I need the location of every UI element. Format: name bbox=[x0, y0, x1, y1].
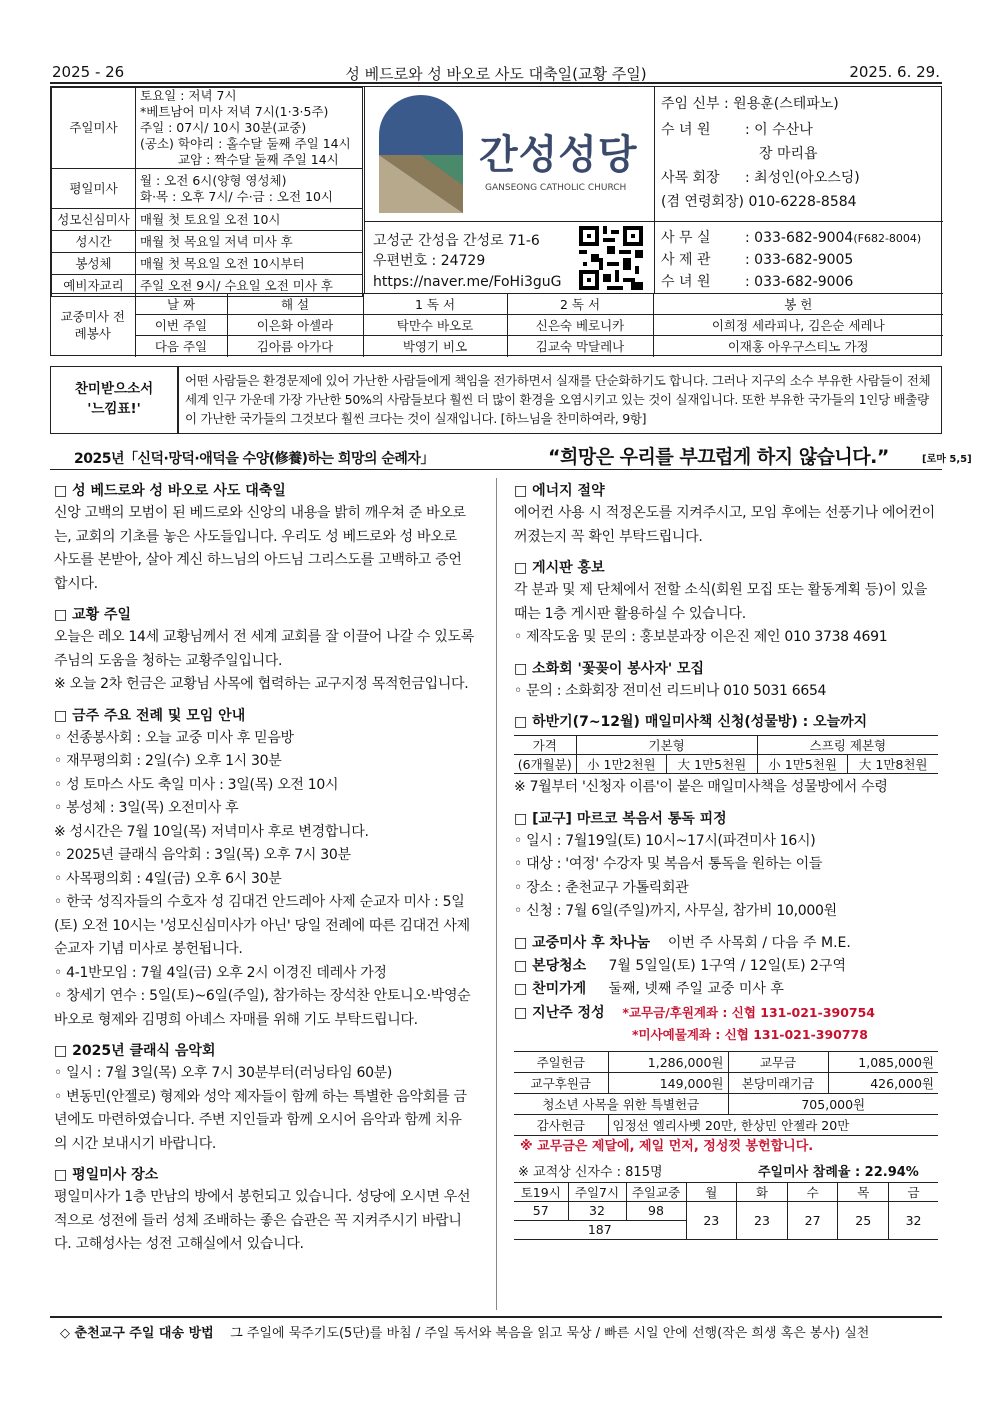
att-cell: 25 bbox=[838, 1201, 889, 1239]
section-title: □ 교황 주일 bbox=[54, 607, 132, 623]
schedule-value: 매월 첫 목요일 저녁 미사 후 bbox=[136, 231, 363, 253]
section-text: 각 분과 및 제 단체에서 전할 소식(회원 모집 또는 활동계획 등)이 있을 때는 1층 게시판 활용하실 수 있습니다. bbox=[514, 582, 928, 622]
liturgy-cell: 김교숙 막달레나 bbox=[507, 336, 653, 357]
mass-line: 교암 : 짝수달 둘째 주일 14시 bbox=[178, 152, 339, 167]
liturgy-cell: 이은화 아셀라 bbox=[227, 315, 363, 336]
praise-text: 둘째, 넷째 주일 교중 미사 후 bbox=[608, 980, 784, 997]
phone-role: 사 무 실 bbox=[661, 230, 711, 246]
price-cell: 大 1만5천원 bbox=[667, 755, 758, 774]
top-header bbox=[50, 62, 942, 84]
staff-row bbox=[661, 119, 813, 139]
church-name-english: GANSEONG CATHOLIC CHURCH bbox=[485, 183, 627, 193]
offering-title: □ 지난주 정성 bbox=[514, 1004, 605, 1021]
att-cell: 32 bbox=[889, 1201, 938, 1239]
list-item: ◦ 재무평의회 : 2일(수) 오후 1시 30분 bbox=[54, 753, 282, 769]
att-cell: 23 bbox=[686, 1201, 737, 1239]
schedule-label: 성모신심미사 bbox=[52, 209, 136, 231]
att-cell: 57 bbox=[514, 1201, 568, 1220]
sunday-mass-label: 주일미사 bbox=[52, 88, 136, 169]
list-item: ◦ 선종봉사회 : 오늘 교중 미사 후 믿음방 bbox=[54, 729, 294, 746]
offer-value: 426,000원 bbox=[828, 1072, 938, 1093]
footer bbox=[50, 1316, 942, 1340]
account-dues: *교무금/후원계좌 : 신협 131-021-390754 bbox=[622, 1004, 875, 1020]
section-title: □ 하반기(7~12월) 매일미사책 신청(성물방) : 오늘까지 bbox=[514, 714, 868, 730]
liturgy-header: 1 독 서 bbox=[363, 294, 507, 315]
offer-label: 교구후원금 bbox=[514, 1072, 608, 1093]
mass-schedule-table bbox=[51, 87, 363, 297]
liturgy-header: 날 짜 bbox=[135, 294, 227, 315]
att-header: 주일교중 bbox=[626, 1182, 686, 1201]
mass-line: 토요일 : 저녁 7시 bbox=[140, 88, 237, 103]
offer-label: 주일헌금 bbox=[514, 1051, 608, 1072]
slogan-theme: 2025년「신덕·망덕·애덕을 수양(修養)하는 희망의 순례자」 bbox=[74, 451, 434, 467]
offer-label: 본당미래기금 bbox=[728, 1072, 828, 1093]
list-item: ◦ 장소 : 춘천교구 가톨릭회관 bbox=[514, 879, 689, 896]
period-label: (6개월분) bbox=[514, 755, 576, 774]
mass-line: 월 : 오전 6시(양형 영성체) bbox=[140, 172, 287, 188]
weekday-mass-times bbox=[136, 169, 363, 209]
phone-row bbox=[661, 249, 853, 269]
liturgy-cell: 탁만수 바오로 bbox=[363, 315, 507, 336]
section-note: ※ 오늘 2차 헌금은 교황님 사목에 협력하는 교구지정 목적헌금입니다. bbox=[54, 676, 469, 692]
spring-type-header: 스프링 제본형 bbox=[757, 736, 938, 755]
liturgy-label: 교중미사 전례봉사 bbox=[51, 294, 135, 357]
section-text: 평일미사가 1층 만남의 방에서 봉헌되고 있습니다. 성당에 오시면 우선적으로 성전에 들러 성체 조배하는 좋은 습관은 꼭 지켜주시기 바랍니다. 고해성사는 성전 고해실에서 있습니다. bbox=[54, 1189, 471, 1252]
dues-note: ※ 교무금은 제달에, 제일 먼저, 정성껏 봉헌합니다. bbox=[520, 1138, 814, 1154]
section-note: ※ 7월부터 '신청자 이름'이 붙은 매일미사책을 성물방에서 수령 bbox=[514, 779, 888, 795]
slogan-quote: “희망은 우리를 부끄럽게 하지 않습니다.” bbox=[548, 446, 889, 468]
staff-role: 사목 회장 bbox=[661, 170, 720, 186]
account-mass: *미사예물계좌 : 신협 131-021-390778 bbox=[632, 1026, 868, 1042]
section-text: 오늘은 레오 14세 교황님께서 전 세계 교회를 잘 이끌어 나갈 수 있도록 주님의 도움을 청하는 교황주일입니다. bbox=[54, 629, 474, 669]
staff-role: (겸 연령회장) bbox=[661, 194, 744, 210]
account-row bbox=[514, 1025, 942, 1045]
schedule-label: 예비자교리 bbox=[52, 275, 136, 297]
schedule-value: 매월 첫 목요일 오전 10시부터 bbox=[136, 253, 363, 275]
mass-line: 화·목 : 오후 7시/ 수·금 : 오전 10시 bbox=[140, 188, 334, 204]
attendance-table bbox=[514, 1182, 938, 1240]
list-item: ◦ 봉성체 : 3일(목) 오전미사 후 bbox=[54, 800, 239, 816]
footer-line bbox=[60, 1322, 869, 1341]
label-line: '느낌표!' bbox=[87, 401, 141, 417]
section-title: □ 성 베드로와 성 바오로 사도 대축일 bbox=[54, 483, 286, 499]
list-item: ◦ 성 토마스 사도 축일 미사 : 3일(목) 오전 10시 bbox=[54, 776, 339, 793]
liturgy-cell: 박영기 비오 bbox=[363, 336, 507, 357]
info-block bbox=[50, 86, 942, 356]
staff-row bbox=[661, 93, 839, 113]
attendance-rate: 주일미사 참례율 : 22.94% bbox=[758, 1164, 919, 1180]
slogan-ref: [로마 5,5] bbox=[922, 454, 972, 465]
bulletin-date: 2025. 6. 29. bbox=[849, 63, 940, 81]
offering-table bbox=[514, 1051, 938, 1136]
staff-area bbox=[654, 87, 943, 221]
offer-value: 705,000원 bbox=[728, 1093, 938, 1114]
att-header: 화 bbox=[737, 1182, 788, 1201]
label-line: 찬미받으소서 bbox=[74, 381, 154, 397]
section-title: □ [교구] 마르코 복음서 통독 피정 bbox=[514, 810, 727, 827]
mass-line: *베트남어 미사 저녁 7시(1·3·5주) bbox=[140, 104, 329, 119]
liturgy-cell: 신은숙 베로니카 bbox=[507, 315, 653, 336]
liturgy-header: 2 독 서 bbox=[507, 294, 653, 315]
offer-label: 교무금 bbox=[728, 1051, 828, 1072]
att-header: 월 bbox=[686, 1182, 737, 1201]
list-item: ※ 성시간은 7월 10일(목) 저녁미사 후로 변경합니다. bbox=[54, 823, 369, 840]
price-label: 가격 bbox=[514, 736, 576, 755]
qr-code-icon[interactable] bbox=[579, 226, 643, 290]
att-cell: 98 bbox=[626, 1201, 686, 1220]
staff-role: 수 녀 원 bbox=[661, 122, 711, 138]
list-item: ◦ 변동민(안젤로) 형제와 성악 제자들이 함께 하는 특별한 음악회를 금년에도 마련하였습니다. 주변 지인들과 함께 오시어 음악과 함께 치유의 시간 보내시기 바랍니다. bbox=[54, 1088, 467, 1152]
church-logo-icon bbox=[379, 95, 463, 213]
staff-role: 주임 신부 bbox=[661, 96, 720, 112]
offer-value: 1,286,000원 bbox=[608, 1051, 728, 1072]
section-text: 신앙 고백의 모범이 된 베드로와 신앙의 내용을 밝히 깨우쳐 준 바오로는, 교회의 기초를 놓은 사도들입니다. 우리도 성 베드로와 성 바오로 사도를 본받아, 살아 계신 하느님의 아드님 그리스도를 고백하고 증언합시다. bbox=[54, 505, 466, 592]
laudato-si-label bbox=[51, 367, 179, 433]
laudato-si-text: 어떤 사람들은 환경문제에 있어 가난한 사람들에게 책임을 전가하면서 실재를 단순화하기도 합니다. 그러나 지구의 소수 부유한 사람들이 전체 세계 인구 가운데 가장 가난한 50%의 사람들보다 훨씬 더 많이 환경을 오염시키고 있는 것이 실재입니다. 또한 부유한 국가들의 1인당 배출량이 가난한 국가들의 그것보다 훨씬 크다는 것이 실재입니다. [하느님을 찬미하여라, 9항] bbox=[185, 373, 931, 426]
staff-name: : 이 수산나 bbox=[745, 122, 813, 138]
postal-code: 우편번호 : 24729 bbox=[373, 253, 486, 269]
church-url[interactable]: https://naver.me/FoHi3guG bbox=[373, 274, 562, 290]
list-item: ◦ 4-1반모임 : 7월 4일(금) 오후 2시 이경진 데레사 가정 bbox=[54, 964, 387, 981]
att-header: 수 bbox=[787, 1182, 838, 1201]
offer-value: 149,000원 bbox=[608, 1072, 728, 1093]
schedule-value: 매월 첫 토요일 오전 10시 bbox=[136, 209, 363, 231]
offer-label: 감사헌금 bbox=[514, 1114, 608, 1135]
att-cell: 32 bbox=[568, 1201, 626, 1220]
liturgy-cell: 다음 주일 bbox=[135, 336, 227, 357]
weekday-mass-label: 평일미사 bbox=[52, 169, 136, 209]
section-title: □ 2025년 클래식 음악회 bbox=[54, 1043, 216, 1059]
section-title: □ 평일미사 장소 bbox=[54, 1167, 159, 1183]
schedule-label: 봉성체 bbox=[52, 253, 136, 275]
att-header: 주일7시 bbox=[568, 1182, 626, 1201]
phone-row bbox=[661, 271, 853, 291]
list-item: ◦ 한국 성직자들의 수호자 성 김대건 안드레아 사제 순교자 미사 : 5일(토) 오전 10시는 '성모신심미사가 아닌' 당일 전례에 따른 김대건 사제 순교자 기념 미사로 봉헌됩니다. bbox=[54, 894, 470, 957]
sunday-mass-times bbox=[136, 88, 363, 169]
list-item: ◦ 창세기 연수 : 5일(토)~6일(주일), 참가하는 장석찬 안토니오·박영순 바오로 형제와 김명희 아녜스 자매를 위해 기도 부탁드립니다. bbox=[54, 988, 471, 1028]
phone-number: : 033-682-9004 bbox=[745, 230, 854, 246]
staff-name: 장 마리욥 bbox=[759, 146, 818, 162]
list-item: ◦ 일시 : 7월19일(토) 10시~17시(파견미사 16시) bbox=[514, 832, 816, 849]
price-cell: 小 1만5천원 bbox=[757, 755, 848, 774]
bulletin-title: 성 베드로와 성 바오로 사도 대축일(교황 주일) bbox=[345, 65, 647, 83]
att-header: 금 bbox=[889, 1182, 938, 1201]
section-title: □ 금주 주요 전례 및 모임 안내 bbox=[54, 707, 246, 724]
church-logo-area bbox=[364, 87, 654, 221]
column-divider bbox=[496, 478, 497, 1310]
list-item: ◦ 2025년 클래식 음악회 : 3일(목) 오후 7시 30분 bbox=[54, 847, 351, 863]
offer-value: 임정선 엘리사벳 20만, 한상민 안젤라 20만 bbox=[608, 1114, 938, 1135]
praise-shop-row bbox=[514, 978, 942, 1001]
list-item: ◦ 문의 : 소화회장 전미선 리드비나 010 5031 6654 bbox=[514, 682, 827, 699]
liturgy-cell: 이번 주일 bbox=[135, 315, 227, 336]
phone-row bbox=[661, 227, 921, 247]
schedule-label: 성시간 bbox=[52, 231, 136, 253]
issue-number: 2025 - 26 bbox=[52, 63, 125, 81]
staff-row bbox=[661, 191, 857, 211]
phone-area bbox=[654, 221, 943, 293]
att-header: 목 bbox=[838, 1182, 889, 1201]
list-item: ◦ 사목평의회 : 4일(금) 오후 6시 30분 bbox=[54, 870, 282, 887]
tea-text: 이번 주 사목회 / 다음 주 M.E. bbox=[667, 934, 851, 951]
address-area bbox=[364, 221, 654, 293]
liturgy-header: 봉 헌 bbox=[653, 294, 943, 315]
price-cell: 小 1만2천원 bbox=[576, 755, 667, 774]
cleaning-text: 7월 5일일(토) 1구역 / 12일(토) 2구역 bbox=[608, 957, 846, 974]
phone-number: : 033-682-9006 bbox=[745, 274, 854, 290]
right-column bbox=[514, 480, 942, 1240]
left-column bbox=[54, 480, 474, 1257]
staff-name: : 최성인(아오스딩) bbox=[745, 170, 860, 186]
basic-type-header: 기본형 bbox=[576, 736, 757, 755]
staff-row bbox=[759, 143, 818, 163]
liturgy-header: 해 설 bbox=[227, 294, 363, 315]
church-name: 간성성당 bbox=[479, 132, 638, 178]
missal-price-table bbox=[514, 735, 938, 774]
cleaning-row bbox=[514, 955, 942, 978]
offering-row bbox=[514, 1001, 942, 1025]
list-item: ◦ 일시 : 7월 3일(목) 오후 7시 30분부터(러닝타임 60분) bbox=[54, 1065, 393, 1081]
att-cell: 23 bbox=[737, 1201, 788, 1239]
section-title: □ 에너지 절약 bbox=[514, 483, 605, 499]
footer-text: 그 주일에 묵주기도(5단)를 바침 / 주일 독서와 복음을 읽고 묵상 / 빠른 시일 안에 선행(작은 희생 혹은 봉사) 실천 bbox=[230, 1326, 870, 1341]
liturgy-cell: 김아름 아가다 bbox=[227, 336, 363, 357]
mass-line: 주일 : 07시/ 10시 30분(교중) bbox=[140, 120, 307, 135]
praise-title: □ 찬미가게 bbox=[514, 980, 587, 997]
jubilee-slogan bbox=[50, 442, 972, 470]
staff-phone: 010-6228-8584 bbox=[748, 194, 857, 210]
list-item: ◦ 대상 : '여정' 수강자 및 복음서 통독을 원하는 이들 bbox=[514, 856, 823, 872]
section-title: □ 게시판 홍보 bbox=[514, 560, 605, 576]
phone-role: 수 녀 원 bbox=[661, 274, 711, 290]
section-title: □ 소화회 '꽃꽂이 봉사자' 모집 bbox=[514, 660, 705, 677]
cleaning-title: □ 본당청소 bbox=[514, 957, 587, 974]
liturgy-service-table bbox=[51, 293, 943, 357]
att-total: 187 bbox=[514, 1220, 686, 1239]
tea-title: □ 교중미사 후 차나눔 bbox=[514, 934, 651, 951]
liturgy-cell: 이재홍 아우구스티노 가정 bbox=[653, 336, 943, 357]
att-cell: 27 bbox=[787, 1201, 838, 1239]
list-item: ◦ 제작도움 및 문의 : 홍보분과장 이은진 제인 010 3738 4691 bbox=[514, 629, 888, 645]
mass-line: (공소) 학야리 : 홀수달 둘째 주일 14시 bbox=[140, 136, 351, 151]
laudato-si-box bbox=[50, 366, 942, 434]
list-item: ◦ 신청 : 7월 6일(주일)까지, 사무실, 참가비 10,000원 bbox=[514, 903, 837, 919]
offer-value: 1,085,000원 bbox=[828, 1051, 938, 1072]
staff-name: : 원용훈(스테파노) bbox=[724, 96, 839, 112]
member-count: ※ 교적상 신자수 : 815명 bbox=[518, 1164, 663, 1180]
phone-role: 사 제 관 bbox=[661, 252, 711, 268]
footer-title: ◇ 춘천교구 주일 대송 방법 bbox=[60, 1326, 214, 1341]
staff-row bbox=[661, 167, 860, 187]
liturgy-cell: 이희정 세라피나, 김은순 세레나 bbox=[653, 315, 943, 336]
offer-label: 청소년 사목을 위한 특별헌금 bbox=[514, 1093, 728, 1114]
members-row bbox=[514, 1158, 942, 1180]
section-text: 에어컨 사용 시 적정온도를 지켜주시고, 모임 후에는 선풍기나 에어컨이 꺼졌는지 꼭 확인 부탁드립니다. bbox=[514, 505, 935, 545]
tea-sharing-row bbox=[514, 932, 942, 955]
price-cell: 大 1만8천원 bbox=[848, 755, 938, 774]
schedule-value: 주일 오전 9시/ 수요일 오전 미사 후 bbox=[136, 275, 363, 297]
phone-number: : 033-682-9005 bbox=[745, 252, 854, 268]
att-header: 토19시 bbox=[514, 1182, 568, 1201]
church-address: 고성군 간성읍 간성로 71-6 bbox=[373, 233, 540, 249]
fax-number: (F682-8004) bbox=[853, 232, 922, 245]
